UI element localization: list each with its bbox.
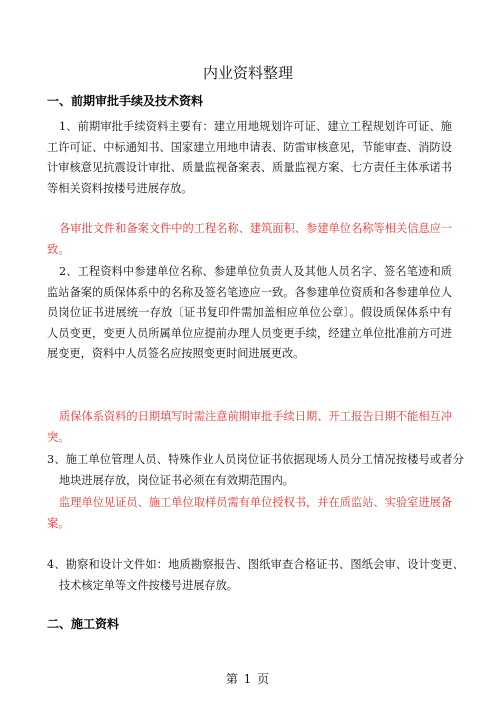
paragraph-4: 4、勘察和设计文件如：地质勘察报告、图纸审查合格证书、图纸会审、设计变更、技术核定单等文件按楼号进展存放。 <box>47 558 464 592</box>
note-3: 监理单位见证员、施工单位取样员需有单位授权书，并在质监站、实验室进展备案。 <box>47 496 452 530</box>
paragraph-2: 2、工程资料中参建单位名称、参建单位负责人及其他人员名字、签名笔迹和质监站备案的质保体系中的名称及签名笔迹应一致。各参建单位资质和各参建单位人员岗位证书进展统一存放〔证书复印件需加盖相应单位公章〕。假设质保体系中有人员变更，变更人员所属单位应提前办理人员变更手续，经建立单位批准前方可进展变更，资料中人员签名应按照变更时间进展更改。 <box>47 265 452 361</box>
note-2: 质保体系资料的日期填写时需注意前期审批手续日期、开工报告日期不能相互冲突。 <box>47 410 452 444</box>
paragraph-3: 3、施工单位管理人员、特殊作业人员岗位证书依据现场人员分工情况按楼号或者分地块进展存放，岗位证书必须在有效期范围内。 <box>47 453 464 487</box>
section-heading-1: 一、前期审批手续及技术资料 <box>47 94 204 108</box>
note-1: 各审批文件和备案文件中的工程名称、建筑面积、参建单位名称等相关信息应一致。 <box>47 222 452 256</box>
paragraph-1: 1、前期审批手续资料主要有：建立用地规划许可证、建立工程规划许可证、施工许可证、中标通知书、国家建立用地申请表、防雷审核意见，节能审查、消防设计审核意见抗震设计审批、质量监视备案表、质量监视方案、七方责任主体承诺书等相关资料按楼号进展存放。 <box>47 120 452 195</box>
page-number: 第 1 页 <box>225 672 271 686</box>
page-title: 内业资料整理 <box>202 64 293 82</box>
section-heading-2: 二、施工资料 <box>47 617 120 631</box>
